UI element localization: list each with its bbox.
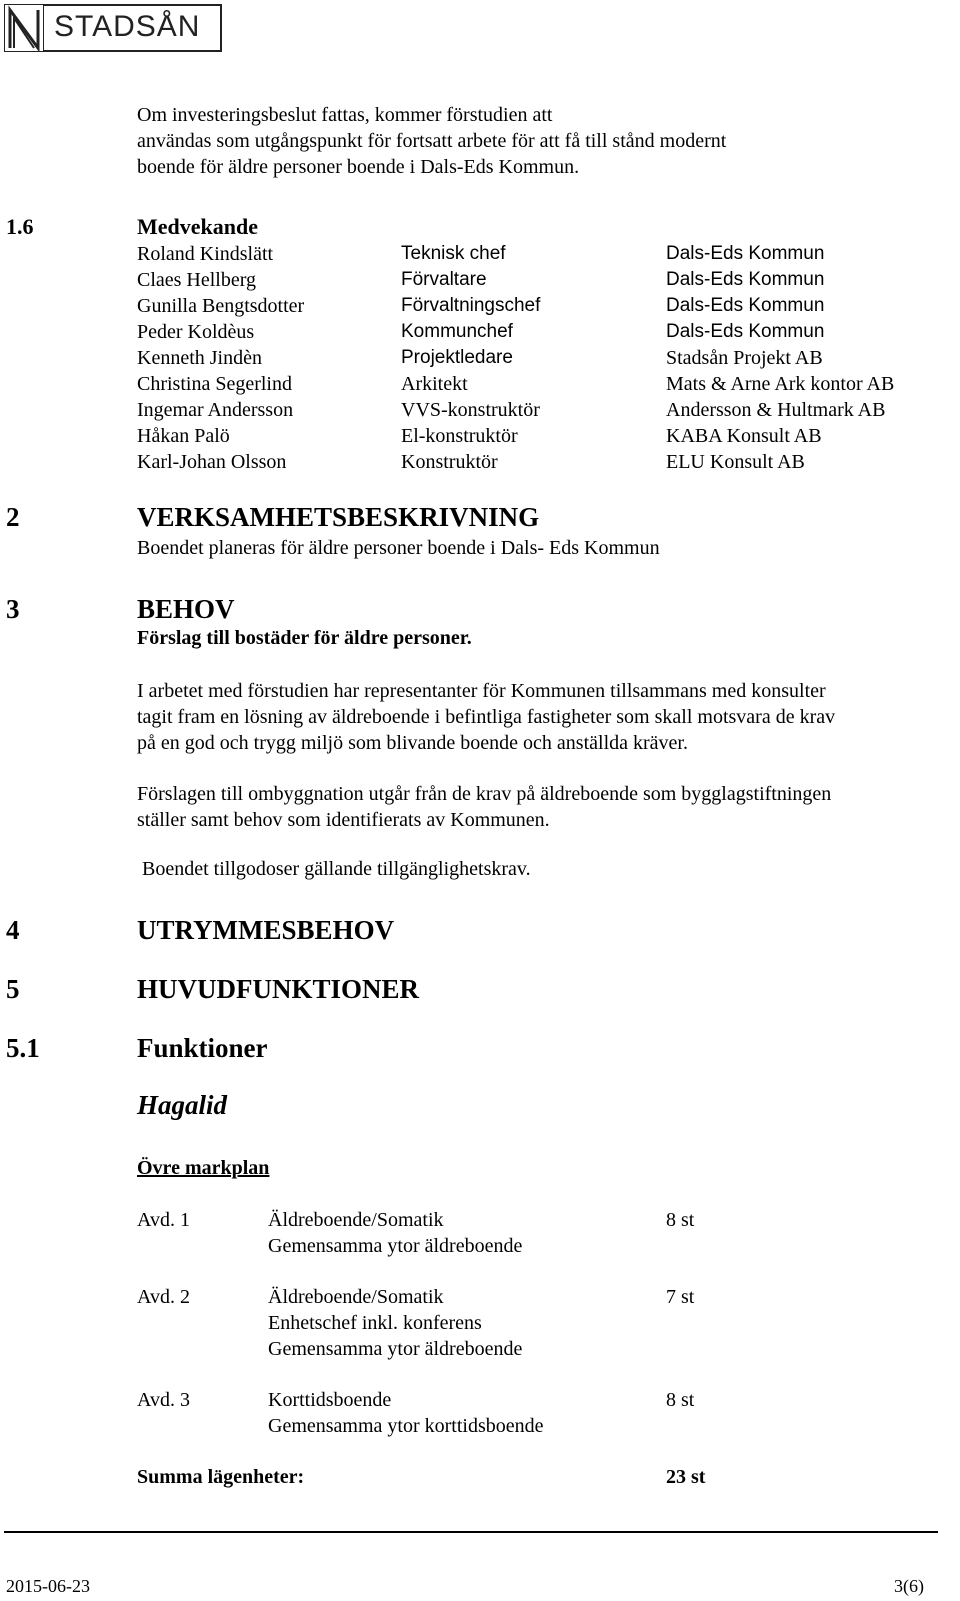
unit-line: Gemensamma ytor korttidsboende	[268, 1415, 544, 1437]
unit-count: 8 st	[666, 1209, 695, 1231]
unit-line: Äldreboende/Somatik	[268, 1209, 444, 1231]
participant-name: Håkan Palö	[137, 425, 230, 447]
paragraph-line: I arbetet med förstudien har representanter för Kommunen tillsammans med konsulter	[137, 680, 826, 702]
footer-date: 2015-06-23	[6, 1576, 90, 1596]
section-3-paragraph-1	[137, 678, 835, 756]
participant-name: Kenneth Jindèn	[137, 347, 262, 369]
intro-line: boende för äldre personer boende i Dals-Eds Kommun.	[137, 156, 580, 178]
participant-row	[0, 425, 960, 451]
paragraph-line: tagit fram en lösning av äldreboende i befintliga fastigheter som skall motsvara de krav	[137, 706, 836, 728]
unit-line: Äldreboende/Somatik	[268, 1286, 444, 1308]
participant-row	[0, 399, 960, 425]
participant-role: El-konstruktör	[401, 425, 518, 447]
section-title-behov: BEHOV	[137, 594, 235, 624]
intro-paragraph	[137, 102, 726, 180]
participant-role: Projektledare	[401, 347, 513, 368]
section-number-5-1: 5.1	[6, 1033, 40, 1063]
section-number-1-6: 1.6	[6, 214, 34, 239]
participant-name: Christina Segerlind	[137, 373, 292, 395]
unit-line: Enhetschef inkl. konferens	[268, 1312, 482, 1334]
participant-name: Claes Hellberg	[137, 269, 257, 291]
unit-label: Avd. 1	[137, 1209, 190, 1231]
participant-role: Konstruktör	[401, 451, 498, 473]
participant-name: Roland Kindslätt	[137, 243, 274, 265]
participant-org: Dals-Eds Kommun	[666, 321, 825, 342]
place-heading-hagalid: Hagalid	[137, 1090, 228, 1120]
participant-name: Ingemar Andersson	[137, 399, 294, 421]
participant-role: Teknisk chef	[401, 243, 506, 264]
total-label: Summa lägenheter:	[137, 1466, 305, 1488]
unit-line: Gemensamma ytor äldreboende	[268, 1235, 523, 1257]
unit-line: Korttidsboende	[268, 1389, 392, 1411]
participant-name: Peder Koldèus	[137, 321, 255, 343]
unit-count: 8 st	[666, 1389, 695, 1411]
section-title-medvekande: Medvekande	[137, 214, 258, 239]
unit-count: 7 st	[666, 1286, 695, 1308]
participant-row	[0, 321, 960, 347]
section-2-text: Boendet planeras för äldre personer boende i Dals- Eds Kommun	[137, 537, 660, 559]
participant-org: Dals-Eds Kommun	[666, 295, 825, 316]
participant-org: Dals-Eds Kommun	[666, 243, 825, 264]
paragraph-line: på en god och trygg miljö som blivande boende och anställda kräver.	[137, 732, 688, 754]
participant-role: Arkitekt	[401, 373, 468, 395]
participant-role: VVS-konstruktör	[401, 399, 540, 421]
section-title-funktioner: Funktioner	[137, 1033, 268, 1063]
unit-label: Avd. 2	[137, 1286, 190, 1308]
total-value: 23 st	[666, 1466, 706, 1488]
intro-line: användas som utgångspunkt för fortsatt arbete för att få till stånd modernt	[137, 130, 727, 152]
section-number-3: 3	[6, 594, 20, 624]
participant-role: Förvaltningschef	[401, 295, 541, 316]
participant-org: Dals-Eds Kommun	[666, 269, 825, 290]
participant-row	[0, 243, 960, 269]
logo-text: STADSÅN	[54, 10, 201, 43]
participant-name: Gunilla Bengtsdotter	[137, 295, 305, 317]
participant-org: ELU Konsult AB	[666, 451, 805, 473]
unit-label: Avd. 3	[137, 1389, 190, 1411]
level-heading: Övre markplan	[137, 1157, 270, 1179]
participant-org: KABA Konsult AB	[666, 425, 822, 447]
participant-row	[0, 347, 960, 373]
section-3-paragraph-2	[137, 781, 831, 833]
footer-page-number: 3(6)	[894, 1576, 924, 1596]
participant-row	[0, 451, 960, 477]
participant-name: Karl-Johan Olsson	[137, 451, 287, 473]
stadsan-logo	[4, 4, 224, 54]
section-3-paragraph-3: Boendet tillgodoser gällande tillgänglighetskrav.	[142, 858, 531, 880]
participant-org: Andersson & Hultmark AB	[666, 399, 886, 421]
section-title-utrymmesbehov: UTRYMMESBEHOV	[137, 915, 395, 945]
participant-role: Kommunchef	[401, 321, 513, 342]
logo-mark-icon	[4, 4, 44, 52]
section-3-subtitle: Förslag till bostäder för äldre personer.	[137, 627, 472, 649]
unit-line: Gemensamma ytor äldreboende	[268, 1338, 523, 1360]
section-number-2: 2	[6, 502, 20, 532]
participant-org: Stadsån Projekt AB	[666, 347, 823, 369]
participant-row	[0, 295, 960, 321]
participant-org: Mats & Arne Ark kontor AB	[666, 373, 895, 395]
footer-divider	[4, 1531, 938, 1533]
participant-role: Förvaltare	[401, 269, 487, 290]
section-number-4: 4	[6, 915, 20, 945]
section-title-verksamhetsbeskrivning: VERKSAMHETSBESKRIVNING	[137, 502, 540, 532]
paragraph-line: ställer samt behov som identifierats av Kommunen.	[137, 809, 550, 831]
intro-line: Om investeringsbeslut fattas, kommer förstudien att	[137, 104, 553, 126]
section-number-5: 5	[6, 974, 20, 1004]
participant-row	[0, 269, 960, 295]
section-title-huvudfunktioner: HUVUDFUNKTIONER	[137, 974, 420, 1004]
participant-row	[0, 373, 960, 399]
paragraph-line: Förslagen till ombyggnation utgår från de krav på äldreboende som bygglagstiftningen	[137, 783, 832, 805]
